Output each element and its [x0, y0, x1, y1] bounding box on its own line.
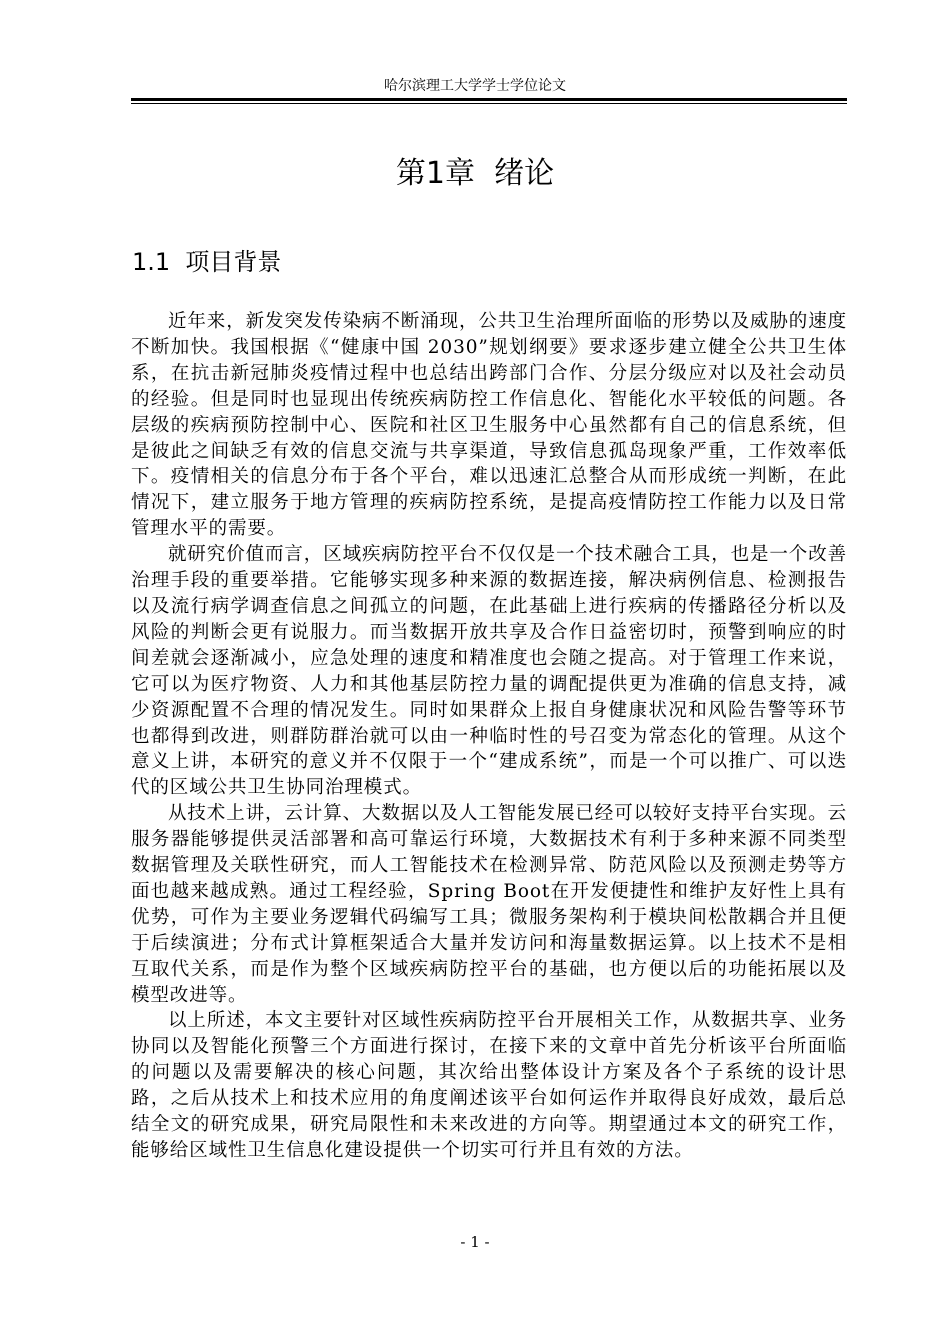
paragraph: 从技术上讲，云计算、大数据以及人工智能发展已经可以较好支持平台实现。云服务器能够提供灵活部署和高可靠运行环境，大数据技术有利于多种来源不同类型数据管理及关联性研究，而人工智能技术在检测异常、防范风险以及预测走势等方面也越来越成熟。通过工程经验，Spring Boot在开发便捷性和维护友好性上具有优势，可作为主要业务逻辑代码编写工具；微服务架构利于模块间松散耦合并且便于后续演进；分布式计算框架适合大量并发访问和海量数据运算。以上技术不是相互取代关系，而是作为整个区域疾病防控平台的基础，也方便以后的功能拓展以及模型改进等。 — [131, 803, 848, 1006]
section-title: 1.1 项目背景 — [132, 248, 282, 276]
page-number: - 1 - — [460, 1233, 490, 1251]
paragraph: 近年来，新发突发传染病不断涌现，公共卫生治理所面临的形势以及威胁的速度不断加快。我国根据《“健康中国 2030”规划纲要》要求逐步建立健全公共卫生体系，在抗击新冠肺炎疫情过程中也总结出跨部门合作、分层分级应对以及社会动员的经验。但是同时也显现出传统疾病防控工作信息化、智能化水平较低的问题。各层级的疾病预防控制中心、医院和社区卫生服务中心虽然都有自己的信息系统，但是彼此之间缺乏有效的信息交流与共享渠道，导致信息孤岛现象严重，工作效率低下。疫情相关的信息分布于各个平台，难以迅速汇总整合从而形成统一判断，在此情况下，建立服务于地方管理的疾病防控系统，是提高疫情防控工作能力以及日常管理水平的需要。 — [131, 311, 848, 540]
body-text — [131, 309, 847, 1164]
header-rule-thin — [131, 103, 847, 104]
header-rule-thick — [131, 98, 847, 101]
chapter-title: 第1章 绪论 — [395, 156, 555, 191]
paragraph: 就研究价值而言，区域疾病防控平台不仅仅是一个技术融合工具，也是一个改善治理手段的重要举措。它能够实现多种来源的数据连接，解决病例信息、检测报告以及流行病学调查信息之间孤立的问题，在此基础上进行疾病的传播路径分析以及风险的判断会更有说服力。而当数据开放共享及合作日益密切时，预警到响应的时间差就会逐渐减小，应急处理的速度和精准度也会随之提高。对于管理工作来说，它可以为医疗物资、人力和其他基层防控力量的调配提供更为准确的信息支持，减少资源配置不合理的情况发生。同时如果群众上报自身健康状况和风险告警等环节也都得到改进，则群防群治就可以由一种临时性的号召变为常态化的管理。从这个意义上讲，本研究的意义并不仅限于一个“建成系统”，而是一个可以推广、可以迭代的区域公共卫生协同治理模式。 — [131, 544, 848, 799]
running-header: 哈尔滨理工大学学士学位论文 — [384, 78, 566, 94]
paragraph: 以上所述，本文主要针对区域性疾病防控平台开展相关工作，从数据共享、业务协同以及智能化预警三个方面进行探讨，在接下来的文章中首先分析该平台所面临的问题以及需要解决的核心问题，其次给出整体设计方案及各个子系统的设计思路，之后从技术上和技术应用的角度阐述该平台如何运作并取得良好成效，最后总结全文的研究成果，研究局限性和未来改进的方向等。期望通过本文的研究工作，能够给区域性卫生信息化建设提供一个切实可行并且有效的方法。 — [131, 1010, 848, 1161]
